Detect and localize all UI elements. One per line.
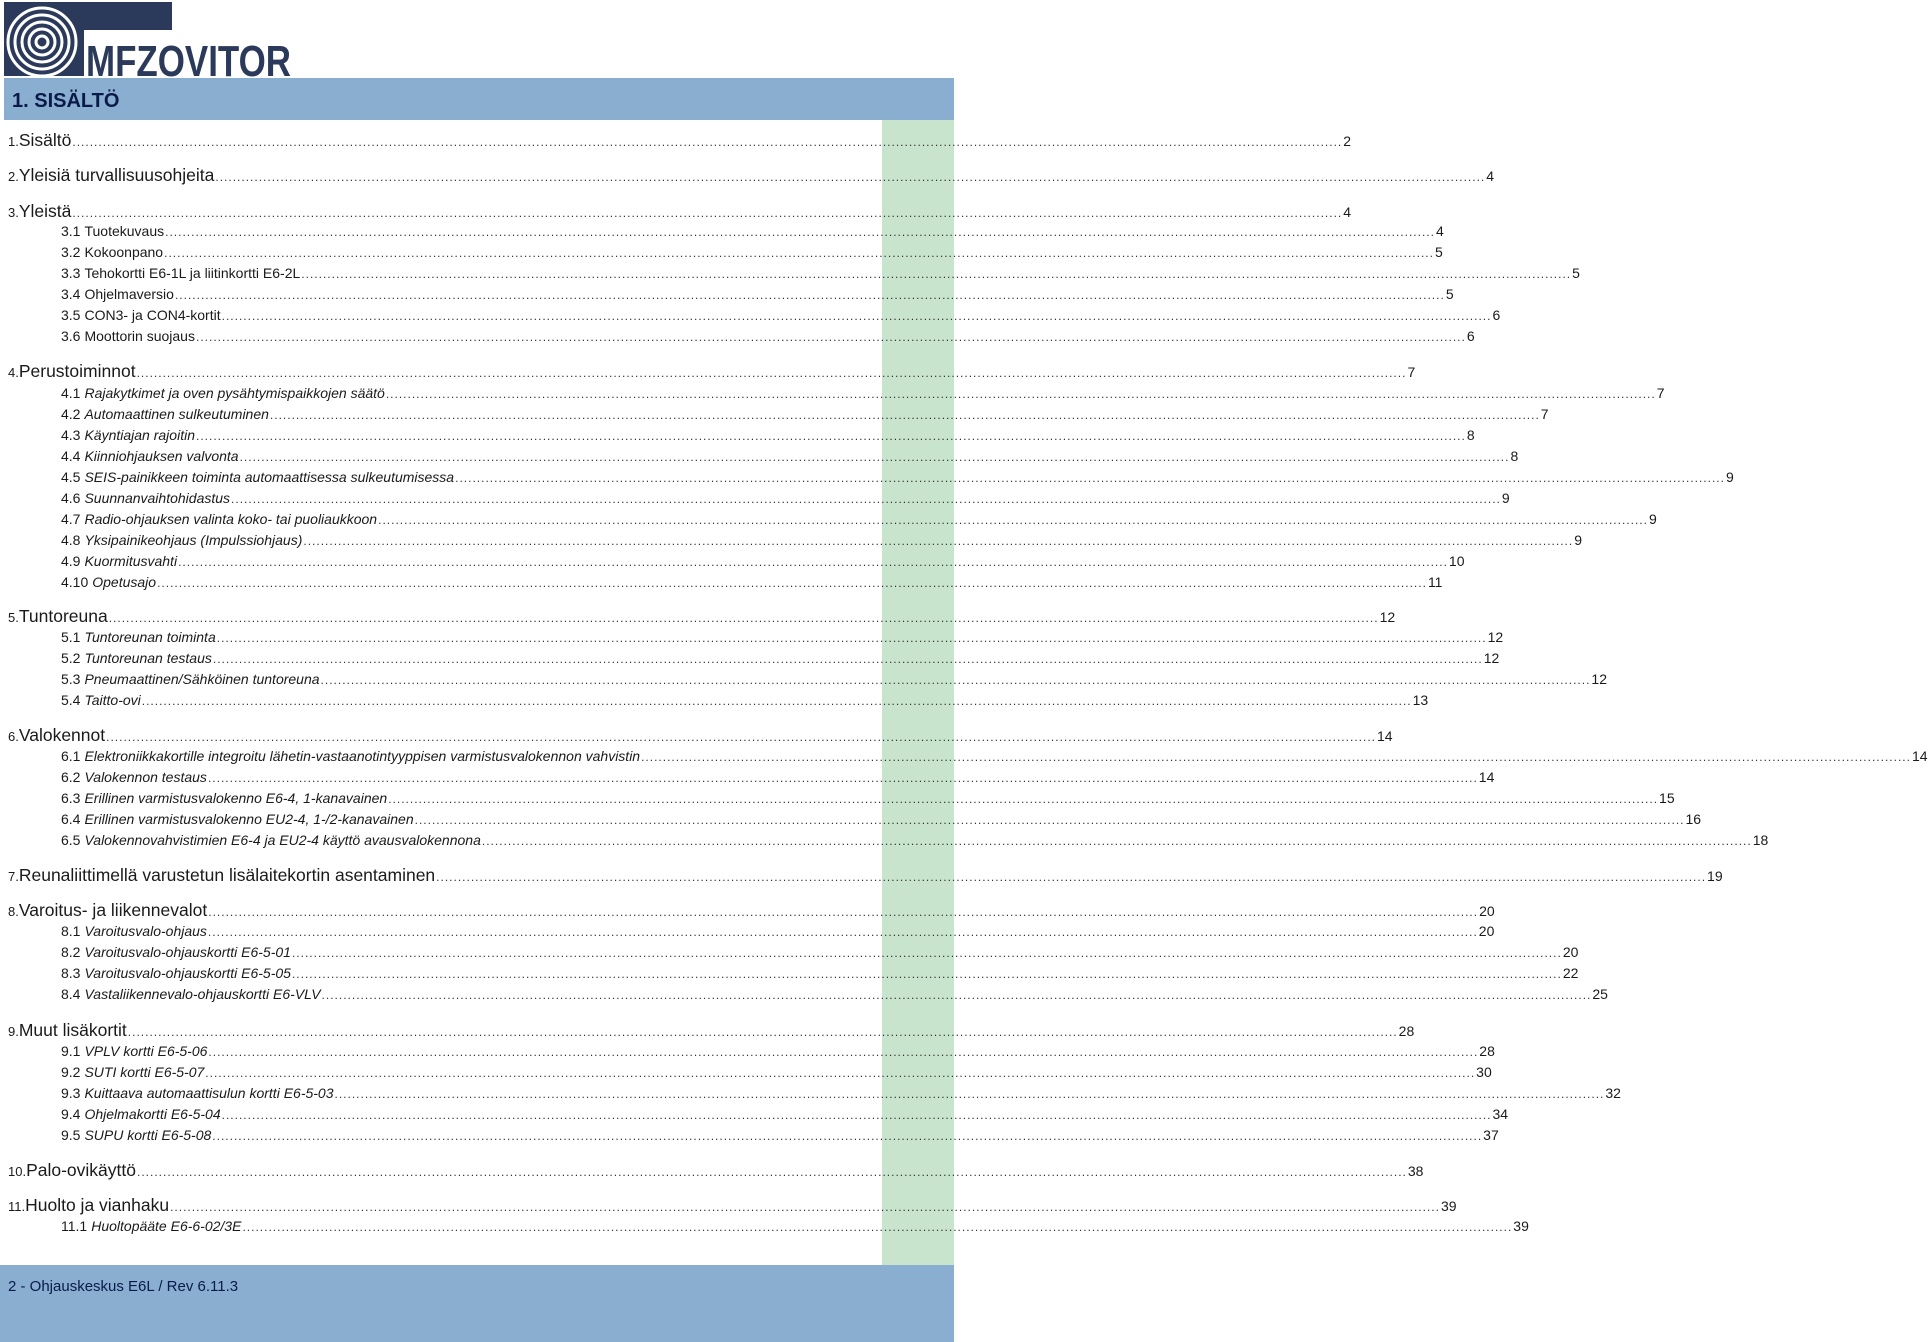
toc-subentry[interactable] — [61, 769, 1495, 785]
toc-number: 6.4 — [61, 811, 81, 827]
toc-leader-dots — [270, 408, 1540, 422]
toc-number: 9.5 — [61, 1127, 81, 1143]
toc-title: Automaattinen sulkeutuminen — [84, 406, 269, 422]
toc-subentry[interactable] — [61, 965, 1579, 981]
toc-subentry[interactable] — [61, 511, 1657, 527]
toc-title: Elektroniikkakortille integroitu lähetin-vastaanotintyyppisen varmistusvalokennon vahvistin — [84, 748, 641, 764]
toc-page-number: 8 — [1510, 448, 1519, 464]
toc-title: Tehokortti E6-1L ja liitinkortti E6-2L — [84, 265, 301, 281]
toc-number: 7. — [8, 869, 19, 884]
toc-number: 4.1 — [61, 385, 81, 401]
toc-number: 9.3 — [61, 1085, 81, 1101]
toc-page-number: 25 — [1592, 986, 1608, 1002]
toc-title: Varoitusvalo-ohjauskortti E6-5-05 — [84, 965, 291, 981]
toc-title: Muut lisäkortit — [18, 1020, 127, 1040]
toc-subentry[interactable] — [61, 944, 1579, 960]
toc-page-number: 6 — [1466, 328, 1475, 344]
toc-subentry[interactable] — [61, 811, 1702, 827]
toc-number: 4.8 — [61, 532, 81, 548]
toc-title: Opetusajo — [92, 574, 157, 590]
toc-subentry[interactable] — [61, 650, 1500, 666]
toc-leader-dots — [436, 870, 1706, 884]
toc-number: 4.5 — [61, 469, 81, 485]
toc-title: VPLV kortti E6-5-06 — [84, 1043, 208, 1059]
toc-title: Rajakytkimet ja oven pysähtymispaikkojen säätö — [84, 385, 385, 401]
toc-number: 8. — [8, 904, 19, 919]
toc-number: 3. — [8, 205, 19, 220]
toc-subentry[interactable] — [61, 448, 1519, 464]
toc-page-number: 9 — [1725, 469, 1734, 485]
toc-page-number: 28 — [1479, 1043, 1495, 1059]
toc-title: Palo-ovikäyttö — [26, 1160, 136, 1180]
toc-subentry[interactable] — [61, 1064, 1492, 1080]
toc-number: 4.10 — [61, 574, 89, 590]
toc-page-number: 30 — [1476, 1064, 1492, 1080]
toc-title: Kuittaava automaattisulun kortti E6-5-03 — [84, 1085, 334, 1101]
toc-entry[interactable] — [8, 1195, 1457, 1216]
toc-subentry[interactable] — [61, 244, 1443, 260]
logo-text: MFZOVITOR — [86, 37, 291, 86]
toc-title: Suunnanvaihtohidastus — [84, 490, 231, 506]
toc-title: Varoitus- ja liikennevalot — [18, 900, 208, 920]
toc-page-number: 9 — [1574, 532, 1583, 548]
toc-entry[interactable] — [8, 201, 1352, 222]
toc-title: Kuormitusvahti — [84, 553, 178, 569]
toc-title: Reunaliittimellä varustetun lisälaitekortin asentaminen — [18, 865, 436, 885]
toc-page-number: 20 — [1478, 923, 1495, 939]
toc-leader-dots — [222, 1108, 1492, 1122]
toc-leader-dots — [388, 792, 1658, 806]
toc-title: Ohjelmakortti E6-5-04 — [84, 1106, 221, 1122]
toc-leader-dots — [240, 450, 1510, 464]
toc-number: 6. — [8, 729, 19, 744]
toc-page-number: 34 — [1492, 1106, 1509, 1122]
toc-title: Moottorin suojaus — [84, 328, 195, 344]
toc-entry[interactable] — [8, 900, 1495, 921]
toc-page-number: 9 — [1648, 511, 1657, 527]
toc-number: 1. — [8, 134, 19, 149]
toc-title: Vastaliikennevalo-ohjauskortti E6-VLV — [84, 986, 321, 1002]
toc-title: SUTI kortti E6-5-07 — [84, 1064, 205, 1080]
toc-page-number: 11 — [1427, 574, 1443, 590]
toc-leader-dots — [231, 492, 1501, 506]
toc-subentry[interactable] — [61, 986, 1608, 1002]
toc-leader-dots — [321, 673, 1591, 687]
toc-page-number: 8 — [1466, 427, 1475, 443]
toc-subentry[interactable] — [61, 1218, 1529, 1234]
toc-number: 6.1 — [61, 748, 81, 764]
toc-subentry[interactable] — [61, 1127, 1499, 1143]
toc-number: 9.2 — [61, 1064, 81, 1080]
toc-title: Kokoonpano — [84, 244, 164, 260]
toc-page-number: 20 — [1562, 944, 1579, 960]
toc-title: Perustoiminnot — [18, 361, 136, 381]
toc-number: 2. — [8, 169, 19, 184]
toc-subentry[interactable] — [61, 385, 1665, 401]
toc-subentry[interactable] — [61, 629, 1504, 645]
toc-number: 4.7 — [61, 511, 81, 527]
toc-page-number: 12 — [1483, 650, 1500, 666]
toc-page-number: 10 — [1448, 553, 1465, 569]
toc-leader-dots — [170, 1200, 1440, 1214]
toc-title: Tuntoreunan toiminta — [84, 629, 216, 645]
toc-number: 8.2 — [61, 944, 81, 960]
toc-title: CON3- ja CON4-kortit — [84, 307, 221, 323]
toc-title: Radio-ohjauksen valinta koko- tai puoliaukkoon — [84, 511, 378, 527]
toc-number: 10. — [8, 1164, 27, 1179]
toc-page-number: 13 — [1412, 692, 1429, 708]
toc-subentry[interactable] — [61, 328, 1475, 344]
toc-entry[interactable] — [8, 865, 1723, 886]
toc-number: 4.9 — [61, 553, 81, 569]
toc-number: 3.4 — [61, 286, 81, 302]
toc-subentry[interactable] — [61, 1043, 1495, 1059]
toc-leader-dots — [157, 576, 1427, 590]
toc-page-number: 7 — [1407, 364, 1416, 380]
toc-leader-dots — [217, 631, 1487, 645]
toc-subentry[interactable] — [61, 1106, 1509, 1122]
toc-subentry[interactable] — [61, 490, 1510, 506]
toc-entry[interactable] — [8, 606, 1396, 627]
mfzovitor-logo — [4, 2, 304, 86]
toc-entry[interactable] — [8, 361, 1416, 382]
toc-subentry[interactable] — [61, 469, 1734, 485]
toc-leader-dots — [196, 429, 1466, 443]
toc-number: 4.2 — [61, 406, 81, 422]
toc-subentry[interactable] — [61, 553, 1465, 569]
toc-entry[interactable] — [8, 130, 1352, 151]
toc-number: 9.4 — [61, 1106, 81, 1122]
toc-subentry[interactable] — [61, 692, 1429, 708]
toc-title: Taitto-ovi — [84, 692, 141, 708]
toc-leader-dots — [208, 771, 1478, 785]
toc-leader-dots — [137, 366, 1407, 380]
toc-number: 9.1 — [61, 1043, 81, 1059]
toc-number: 3.3 — [61, 265, 81, 281]
toc-leader-dots — [212, 1129, 1482, 1143]
toc-page-number: 32 — [1605, 1085, 1621, 1101]
toc-number: 3.1 — [61, 223, 81, 239]
toc-subentry[interactable] — [61, 286, 1454, 302]
toc-subentry[interactable] — [61, 532, 1583, 548]
toc-number: 11.1 — [61, 1218, 88, 1234]
toc-subentry[interactable] — [61, 427, 1475, 443]
toc-leader-dots — [303, 534, 1573, 548]
toc-page-number: 12 — [1487, 629, 1504, 645]
toc-title: Yleisiä turvallisuusohjeita — [18, 165, 215, 185]
toc-leader-dots — [72, 135, 1342, 149]
toc-leader-dots — [455, 471, 1725, 485]
toc-entry[interactable] — [8, 165, 1495, 186]
toc-subentry[interactable] — [61, 574, 1443, 590]
toc-number: 8.3 — [61, 965, 81, 981]
toc-page-number: 15 — [1659, 790, 1675, 806]
toc-title: Erillinen varmistusvalokenno E6-4, 1-kanavainen — [84, 790, 388, 806]
toc-leader-dots — [222, 309, 1492, 323]
toc-number: 3.5 — [61, 307, 81, 323]
toc-subentry[interactable] — [61, 671, 1607, 687]
toc-number: 4.6 — [61, 490, 81, 506]
toc-leader-dots — [213, 652, 1483, 666]
toc-subentry[interactable] — [61, 748, 1928, 764]
toc-leader-dots — [386, 387, 1656, 401]
toc-title: Kiinniohjauksen valvonta — [84, 448, 239, 464]
toc-title: SUPU kortti E6-5-08 — [84, 1127, 212, 1143]
toc-number: 8.1 — [61, 923, 81, 939]
toc-leader-dots — [641, 750, 1911, 764]
toc-page-number: 39 — [1513, 1218, 1529, 1234]
toc-leader-dots — [292, 967, 1562, 981]
toc-title: Valokennot — [18, 725, 106, 745]
toc-number: 9. — [8, 1024, 19, 1039]
toc-leader-dots — [175, 288, 1445, 302]
toc-leader-dots — [72, 206, 1342, 220]
toc-leader-dots — [164, 246, 1434, 260]
toc-page-number: 16 — [1685, 811, 1702, 827]
toc-page-number: 5 — [1572, 265, 1580, 281]
toc-number: 4.3 — [61, 427, 81, 443]
toc-leader-dots — [415, 813, 1685, 827]
toc-page-number: 12 — [1591, 671, 1607, 687]
toc-title: Tuotekuvaus — [84, 223, 165, 239]
toc-leader-dots — [205, 1066, 1475, 1080]
toc-entry[interactable] — [8, 1160, 1424, 1181]
toc-title: SEIS-painikkeen toiminta automaattisessa sulkeutumisessa — [84, 469, 455, 485]
toc-number: 8.4 — [61, 986, 81, 1002]
toc-number: 11. — [8, 1199, 26, 1214]
toc-leader-dots — [137, 1165, 1407, 1179]
footer-text: 2 - Ohjauskeskus E6L / Rev 6.11.3 — [8, 1278, 239, 1295]
toc-title: Valokennon testaus — [84, 769, 207, 785]
toc-title: Tuntoreunan testaus — [84, 650, 212, 666]
toc-subentry[interactable] — [61, 790, 1675, 806]
toc-title: Varoitusvalo-ohjaus — [84, 923, 207, 939]
toc-number: 3.2 — [61, 244, 81, 260]
toc-number: 4.4 — [61, 448, 81, 464]
toc-leader-dots — [128, 1025, 1398, 1039]
toc-title: Käyntiajan rajoitin — [84, 427, 195, 443]
toc-number: 5.1 — [61, 629, 81, 645]
toc-leader-dots — [482, 834, 1752, 848]
toc-page-number: 4 — [1486, 168, 1495, 184]
toc-number: 5.4 — [61, 692, 81, 708]
toc-leader-dots — [215, 170, 1485, 184]
toc-entry[interactable] — [8, 1020, 1415, 1041]
toc-number: 6.2 — [61, 769, 81, 785]
toc-entry[interactable] — [8, 725, 1393, 746]
toc-subentry[interactable] — [61, 1085, 1621, 1101]
toc-number: 5. — [8, 610, 19, 625]
toc-page-number: 4 — [1343, 204, 1352, 220]
toc-page-number: 14 — [1376, 728, 1393, 744]
toc-title: Huoltopääte E6-6-02/3E — [91, 1218, 242, 1234]
toc-page-number: 18 — [1752, 832, 1769, 848]
toc-page-number: 5 — [1445, 286, 1454, 302]
toc-leader-dots — [109, 611, 1379, 625]
toc-title: Tuntoreuna — [18, 606, 108, 626]
page-title: 1. SISÄLTÖ — [12, 90, 120, 112]
toc-page-number: 14 — [1911, 748, 1928, 764]
toc-leader-dots — [301, 267, 1571, 281]
toc-page-number: 19 — [1707, 868, 1723, 884]
toc-subentry[interactable] — [61, 832, 1769, 848]
toc-page-number: 28 — [1398, 1023, 1415, 1039]
toc-leader-dots — [292, 946, 1562, 960]
toc-page-number: 7 — [1656, 385, 1665, 401]
toc-title: Huolto ja vianhaku — [25, 1195, 170, 1215]
toc-title: Valokennovahvistimien E6-4 ja EU2-4 käyttö avausvalokennona — [84, 832, 481, 848]
toc-page-number: 4 — [1435, 223, 1444, 239]
toc-leader-dots — [208, 905, 1478, 919]
toc-page-number: 12 — [1379, 609, 1396, 625]
toc-page-number: 38 — [1407, 1163, 1424, 1179]
toc-leader-dots — [142, 694, 1412, 708]
toc-page-number: 9 — [1501, 490, 1510, 506]
toc-page-number: 39 — [1440, 1198, 1457, 1214]
toc-leader-dots — [322, 988, 1592, 1002]
toc-subentry[interactable] — [61, 265, 1580, 281]
toc-leader-dots — [106, 730, 1376, 744]
toc-title: Yleistä — [18, 201, 72, 221]
toc-number: 4. — [8, 365, 19, 380]
toc-number: 6.5 — [61, 832, 81, 848]
toc-leader-dots — [196, 330, 1466, 344]
toc-leader-dots — [208, 925, 1478, 939]
toc-title: Varoitusvalo-ohjauskortti E6-5-01 — [84, 944, 291, 960]
toc-page-number: 7 — [1540, 406, 1549, 422]
toc-subentry[interactable] — [61, 223, 1444, 239]
toc-leader-dots — [208, 1045, 1478, 1059]
toc-leader-dots — [378, 513, 1648, 527]
toc-number: 5.2 — [61, 650, 81, 666]
toc-page-number: 5 — [1434, 244, 1443, 260]
toc-title: Ohjelmaversio — [84, 286, 174, 302]
toc-page-number: 37 — [1483, 1127, 1499, 1143]
toc-number: 6.3 — [61, 790, 81, 806]
toc-page-number: 2 — [1343, 133, 1352, 149]
toc-subentry[interactable] — [61, 923, 1495, 939]
toc-title: Pneumaattinen/Sähköinen tuntoreuna — [84, 671, 320, 687]
toc-number: 5.3 — [61, 671, 81, 687]
toc-page-number: 6 — [1492, 307, 1501, 323]
toc-page-number: 22 — [1562, 965, 1579, 981]
toc-subentry[interactable] — [61, 406, 1549, 422]
toc-subentry[interactable] — [61, 307, 1501, 323]
toc-leader-dots — [335, 1087, 1605, 1101]
toc-page-number: 20 — [1479, 903, 1495, 919]
toc-title: Erillinen varmistusvalokenno EU2-4, 1-/2-kanavainen — [84, 811, 414, 827]
toc-page-number: 14 — [1478, 769, 1495, 785]
toc-number: 3.6 — [61, 328, 81, 344]
toc-leader-dots — [165, 225, 1435, 239]
toc-title: Yksipainikeohjaus (Impulssiohjaus) — [84, 532, 303, 548]
toc-leader-dots — [242, 1220, 1512, 1234]
toc-leader-dots — [178, 555, 1448, 569]
toc-title: Sisältö — [18, 130, 72, 150]
footer-band — [0, 1265, 954, 1342]
